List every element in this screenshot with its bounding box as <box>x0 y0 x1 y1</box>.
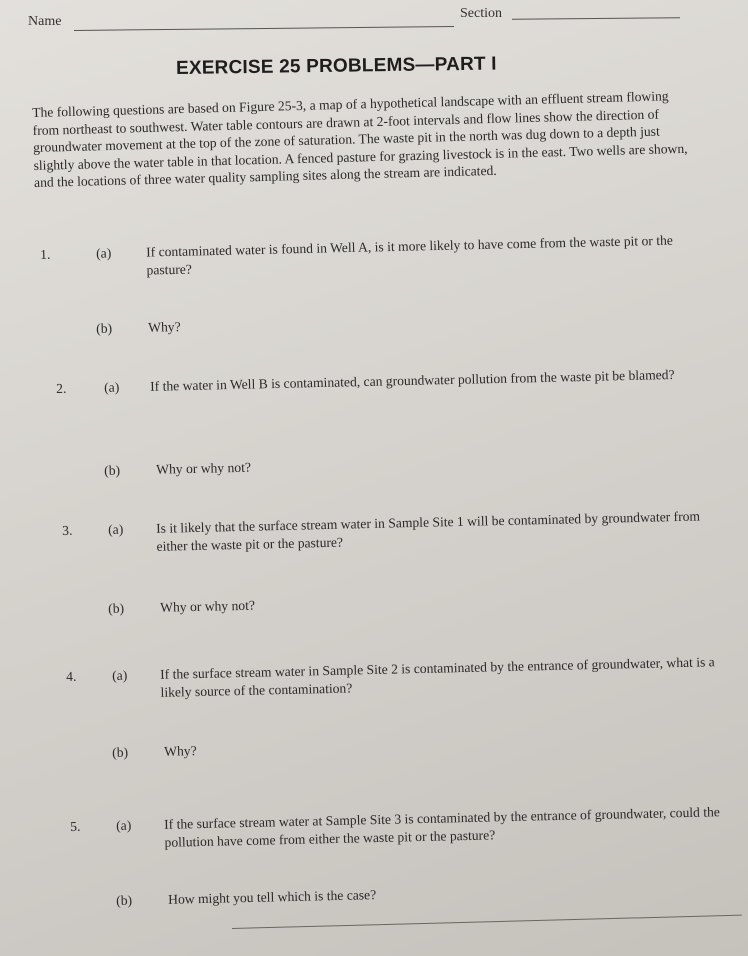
part-label: (b) <box>112 744 129 760</box>
question-number: 1. <box>40 246 51 262</box>
question-number: 3. <box>62 522 73 538</box>
question-5a <box>70 803 742 850</box>
question-number: 2. <box>56 380 67 396</box>
question-2a <box>56 365 716 396</box>
question-5b <box>116 881 616 908</box>
part-label: (a) <box>112 667 128 683</box>
question-number: 4. <box>66 668 77 684</box>
section-label: Section <box>460 6 502 21</box>
question-text: Why or why not? <box>156 459 252 477</box>
question-3b <box>108 589 608 616</box>
name-label: Name <box>28 14 62 29</box>
question-2b <box>104 451 604 478</box>
part-label: (a) <box>116 817 132 833</box>
question-text: Why? <box>148 319 181 335</box>
part-label: (b) <box>104 462 121 478</box>
worksheet-header <box>28 6 708 36</box>
question-4a <box>66 653 726 700</box>
question-text: How might you tell which is the case? <box>168 887 377 907</box>
question-text: If the surface stream water in Sample Site 2 is contaminated by the entrance of groundwater, what is a likely source of the contamination? <box>159 654 715 700</box>
question-text: If the water in Well B is contaminated, can groundwater pollution from the waste pit be blamed? <box>149 366 675 394</box>
question-text: Why? <box>164 743 197 759</box>
question-text: If the surface stream water at Sample Site 3 is contaminated by the entrance of groundwater, could the pollution have come from either the waste pit or the pasture? <box>163 804 721 850</box>
part-label: (b) <box>116 892 133 908</box>
part-label: (b) <box>108 600 125 616</box>
question-3a <box>62 507 722 554</box>
question-1a <box>40 231 700 278</box>
question-text: Why or why not? <box>160 597 256 615</box>
answer-line <box>232 915 742 929</box>
part-label: (b) <box>96 320 113 336</box>
exercise-title: EXERCISE 25 PROBLEMS—PART I <box>175 53 497 79</box>
question-1b <box>96 309 596 336</box>
section-blank-line <box>512 17 680 19</box>
question-text: If contaminated water is found in Well A, is it more likely to have come from the waste pit or the pasture? <box>145 232 673 278</box>
question-number: 5. <box>70 818 81 834</box>
intro-paragraph: The following questions are based on Figure 25-3, a map of a hypothetical landscape with an effluent stream flowing from northeast to southwest. Water table contours are drawn at 2-foot intervals and flow lines show the direction of groundwater movement at the top of the zone of saturation. The waste pit in the north was dug down to a depth just slightly above the water table in that location. A fenced pasture for grazing livestock is in the east. Two wells are shown, and the locations of three water quality sampling sites along the stream are indicated. <box>32 88 688 191</box>
part-label: (a) <box>104 379 120 395</box>
question-text: Is it likely that the surface stream water in Sample Site 1 will be contaminated by groundwater from either the waste pit or the pasture? <box>155 508 701 554</box>
question-4b <box>112 733 612 760</box>
name-blank-line <box>74 26 454 31</box>
part-label: (a) <box>96 245 112 261</box>
part-label: (a) <box>108 521 124 537</box>
